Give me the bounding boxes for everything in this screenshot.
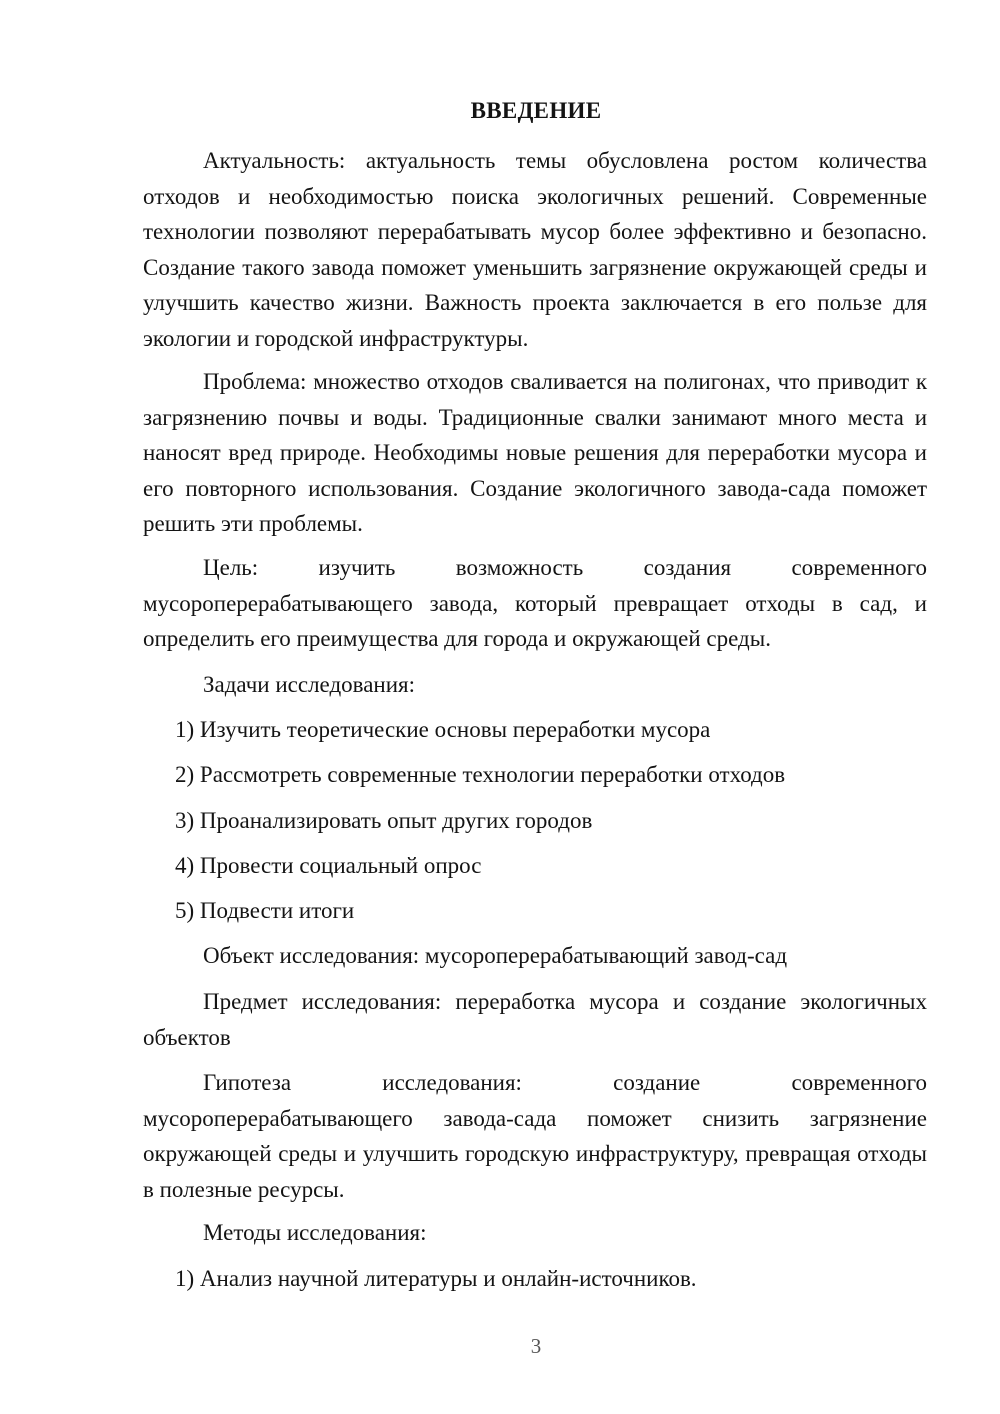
goal-paragraph: Цель: изучить возможность создания современного мусороперерабатывающего завода, который превращает отходы в сад, и определить его преимущества для города и окружающей среды. (143, 555, 927, 651)
task-item: 4) Провести социальный опрос (175, 853, 482, 878)
task-item: 2) Рассмотреть современные технологии переработки отходов (175, 762, 786, 787)
task-item: 1) Изучить теоретические основы переработки мусора (175, 717, 711, 742)
object-line: Объект исследования: мусороперерабатывающий завод-сад (203, 943, 788, 968)
task-item: 3) Проанализировать опыт других городов (175, 808, 593, 833)
problem-paragraph: Проблема: множество отходов сваливается на полигонах, что приводит к загрязнению почвы и воды. Традиционные свалки занимают много места и наносят вред природе. Необходимы новые решения для переработки мусора и его повторного использования. Создание экологичного завода-сада поможет решить эти проблемы. (143, 369, 927, 536)
tasks-title: Задачи исследования: (203, 672, 416, 697)
section-heading: ВВЕДЕНИЕ (470, 98, 602, 123)
methods-title: Методы исследования: (203, 1220, 427, 1245)
subject-paragraph: Предмет исследования: переработка мусора и создание экологичных объектов (143, 989, 927, 1050)
hypothesis-paragraph: Гипотеза исследования: создание современного мусороперерабатывающего завода-сада поможет снизить загрязнение окружающей среды и улучшить городскую инфраструктуру, превращая отходы в полезные ресурсы. (143, 1070, 927, 1202)
method-item: 1) Анализ научной литературы и онлайн-источников. (175, 1266, 697, 1291)
relevance-paragraph: Актуальность: актуальность темы обусловлена ростом количества отходов и необходимостью поиска экологичных решений. Современные технологии позволяют перерабатывать мусор более эффективно и безопасно. Создание такого завода поможет уменьшить загрязнение окружающей среды и улучшить качество жизни. Важность проекта заключается в его пользе для экологии и городской инфраструктуры. (143, 148, 927, 351)
page-number: 3 (530, 1334, 542, 1358)
task-item: 5) Подвести итоги (175, 898, 355, 923)
